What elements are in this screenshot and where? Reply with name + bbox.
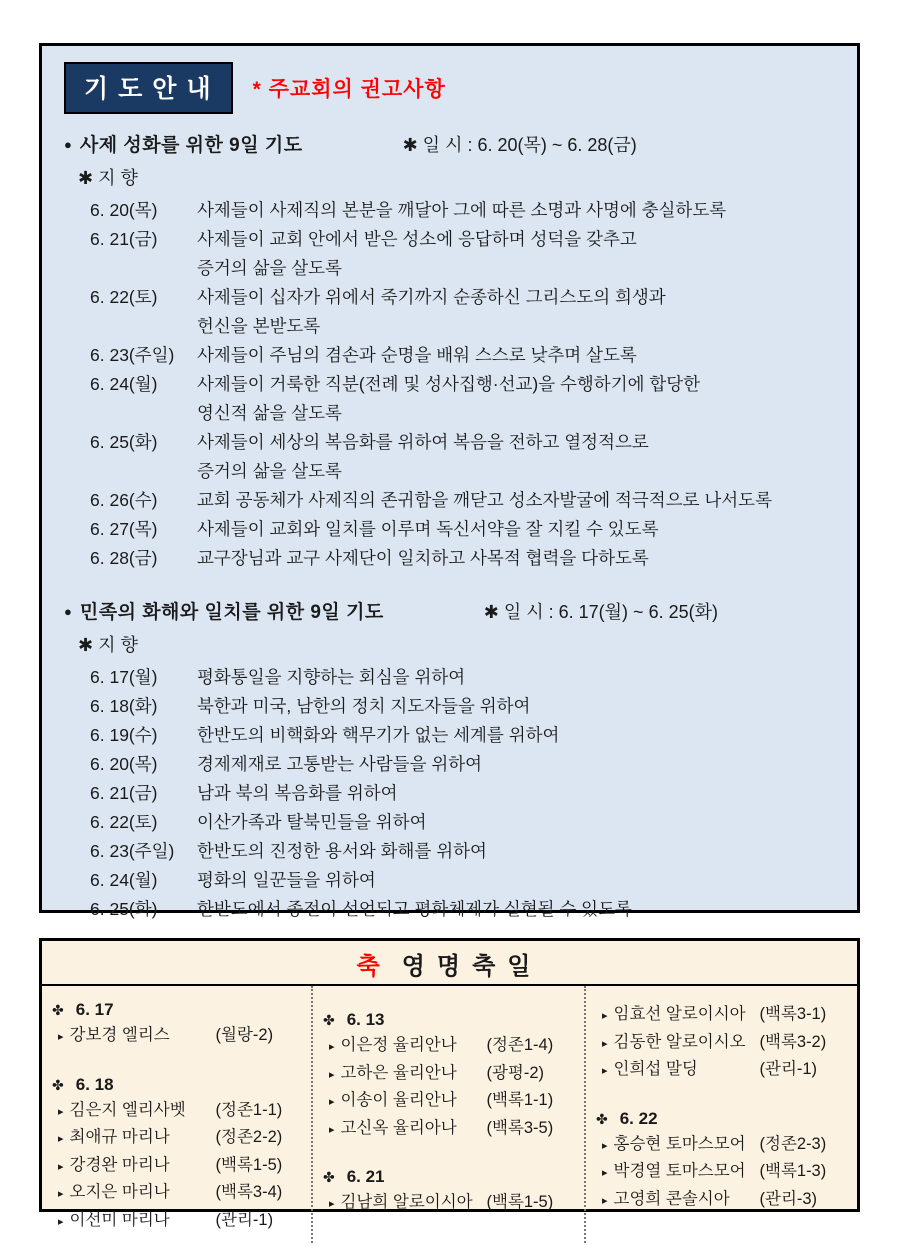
prayer-section-title: 사제 성화를 위한 9일 기도 — [79, 135, 303, 156]
prayer-section — [64, 597, 841, 924]
feast-entry-name: 고영희 콘솔시아 — [613, 1189, 730, 1208]
feast-entry-group: (백록3-2) — [759, 1032, 827, 1051]
feast-entry-group: (정존2-2) — [215, 1128, 283, 1146]
prayer-item-line: 사제들이 교회와 일치를 이루며 독신서약을 잘 지킬 수 있도록 — [197, 519, 659, 539]
prayer-item — [90, 750, 841, 779]
prayer-item-text — [197, 721, 841, 750]
prayer-item-date: 6. 26(수) — [90, 490, 158, 510]
feast-column — [584, 986, 857, 1243]
feast-entry — [58, 1153, 305, 1181]
triangle-icon: ▸ — [58, 1133, 64, 1145]
feast-entry-group: (백록1-5) — [486, 1193, 554, 1211]
prayer-item — [90, 895, 841, 924]
prayer-item-date: 6. 24(월) — [90, 374, 158, 394]
prayer-item-line: 사제들이 거룩한 직분(전례 및 성사집행·선교)을 수행하기에 합당한 — [197, 374, 701, 394]
feast-entry — [329, 1190, 578, 1218]
triangle-icon: ▸ — [328, 1041, 335, 1053]
prayer-item — [90, 428, 841, 486]
prayer-item-line: 교회 공동체가 사제직의 존귀함을 깨닫고 성소자발굴에 적극적으로 나서도록 — [197, 490, 772, 510]
feast-title-text: 영명축일 — [401, 953, 543, 980]
feast-entry-group: (월랑-2) — [215, 1026, 274, 1044]
prayer-sections — [64, 130, 841, 924]
prayer-item-line: 한반도의 진정한 용서와 화해를 위하여 — [197, 841, 487, 861]
feast-entry — [602, 1030, 851, 1058]
prayer-item — [90, 663, 841, 692]
prayer-item — [90, 370, 841, 428]
prayer-item-date: 6. 25(화) — [90, 432, 158, 452]
feast-columns — [42, 986, 857, 1243]
feast-date-text: 6. 13 — [346, 1010, 385, 1029]
feast-entry-name: 임효선 알로이시아 — [613, 1005, 746, 1023]
prayer-item — [90, 692, 841, 721]
feast-entry-name: 인희섭 말딩 — [613, 1060, 698, 1078]
prayer-item-text — [197, 225, 841, 283]
feast-entry-name: 김남희 알로이시아 — [340, 1193, 473, 1211]
feast-entry-group: (백록1-1) — [486, 1091, 554, 1109]
prayer-item-text — [197, 370, 841, 428]
feast-date-text: 6. 17 — [75, 1000, 114, 1019]
prayer-item-text — [197, 808, 841, 837]
prayer-item-text — [197, 515, 841, 544]
feast-group — [596, 1106, 851, 1215]
feast-entry-group: (정존1-1) — [215, 1100, 283, 1119]
prayer-item-text — [197, 196, 841, 225]
prayer-section-heading — [64, 597, 841, 629]
diamond-icon: ✤ — [595, 1110, 608, 1127]
feast-entry-group: (정존2-3) — [759, 1134, 827, 1153]
feast-group — [52, 997, 305, 1051]
prayer-item-line: 평화의 일꾼들을 위하여 — [197, 870, 376, 890]
prayer-item-text — [197, 428, 841, 486]
triangle-icon: ▸ — [328, 1123, 335, 1136]
prayer-item — [90, 225, 841, 283]
feast-entry-group: (백록3-5) — [486, 1118, 554, 1137]
prayer-item — [90, 808, 841, 837]
feast-entry-name: 강경완 마리나 — [69, 1155, 170, 1174]
feast-date-text: 6. 21 — [346, 1167, 385, 1186]
bullet-icon: ● — [64, 604, 72, 619]
triangle-icon: ▸ — [58, 1215, 64, 1228]
feast-group-date — [52, 1072, 305, 1098]
triangle-icon: ▸ — [58, 1031, 64, 1043]
feast-entry-group: (백록1-5) — [215, 1155, 283, 1174]
prayer-item — [90, 486, 841, 515]
prayer-guide-header — [64, 62, 841, 114]
prayer-item-text — [197, 283, 841, 341]
prayer-item-line: 평화통일을 지향하는 회심을 위하여 — [197, 667, 466, 687]
feast-entry — [58, 1180, 305, 1208]
feast-entry — [602, 1187, 851, 1215]
feast-entry-name: 이은정 율리안나 — [340, 1036, 457, 1054]
prayer-item-text — [197, 895, 841, 924]
bishops-conference-note: * 주교회의 권고사항 — [252, 78, 446, 101]
prayer-item-line: 사제들이 세상의 복음화를 위하여 복음을 전하고 열정적으로 — [197, 432, 649, 452]
feast-column — [311, 986, 584, 1243]
prayer-item-date: 6. 27(목) — [90, 519, 158, 539]
triangle-icon: ▸ — [58, 1105, 64, 1118]
prayer-item-text — [197, 663, 841, 692]
prayer-item-line: 한반도의 비핵화와 핵무기가 없는 세계를 위하여 — [197, 725, 560, 745]
prayer-section-dates: ✱ 일 시 : 6. 17(월) ~ 6. 25(화) — [483, 602, 718, 622]
prayer-item — [90, 837, 841, 866]
prayer-section-title: 민족의 화해와 일치를 위한 9일 기도 — [79, 602, 384, 623]
prayer-item-text — [197, 486, 841, 515]
feast-entry-name: 이선미 마리나 — [69, 1210, 170, 1229]
feast-group — [323, 1007, 578, 1143]
prayer-item-text — [197, 692, 841, 721]
prayer-section-heading — [64, 130, 841, 162]
prayer-item-line: 교구장님과 교구 사제단이 일치하고 사목적 협력을 다하도록 — [197, 548, 649, 568]
prayer-item-line: 한반도에서 종전이 선언되고 평화체제가 실현될 수 있도록 — [197, 899, 632, 919]
prayer-section — [64, 130, 841, 573]
feast-column — [42, 986, 311, 1243]
prayer-item-line: 증거의 삶을 살도록 — [197, 461, 342, 481]
intention-label: ✱ 지 향 — [78, 635, 138, 655]
bullet-icon: ● — [64, 137, 72, 152]
prayer-guide-box — [39, 43, 860, 919]
diamond-icon: ✤ — [52, 1076, 64, 1093]
prayer-item — [90, 721, 841, 750]
feast-group-date — [52, 997, 305, 1023]
prayer-item — [90, 866, 841, 895]
intention-label: ✱ 지 향 — [78, 168, 138, 188]
prayer-item-line: 사제들이 교회 안에서 받은 성소에 응답하며 성덕을 갖추고 — [197, 229, 637, 249]
feast-date-text: 6. 22 — [619, 1108, 658, 1128]
triangle-icon: ▸ — [601, 1167, 608, 1179]
feast-entry — [602, 1002, 851, 1030]
prayer-item-date: 6. 17(월) — [90, 667, 158, 687]
prayer-item-text — [197, 750, 841, 779]
feast-entry-name: 고신옥 율리아나 — [340, 1118, 457, 1137]
triangle-icon: ▸ — [328, 1096, 335, 1108]
feast-entry-group: (백록3-4) — [215, 1183, 283, 1201]
prayer-item-line: 사제들이 사제직의 본분을 깨달아 그에 따른 소명과 사명에 충실하도록 — [197, 200, 727, 220]
prayer-item — [90, 341, 841, 370]
prayer-item-text — [197, 544, 841, 573]
triangle-icon: ▸ — [328, 1198, 335, 1210]
prayer-item-date: 6. 24(월) — [90, 870, 158, 890]
feast-entry — [58, 1023, 305, 1051]
feast-title-prefix: 축 — [356, 953, 392, 980]
diamond-icon: ✤ — [322, 1012, 335, 1028]
feast-days-title — [42, 941, 857, 986]
feast-entry — [58, 1098, 305, 1126]
feast-entry — [329, 1116, 578, 1144]
feast-entry-name: 홍승현 토마스모어 — [613, 1134, 746, 1153]
diamond-icon: ✤ — [322, 1169, 335, 1185]
feast-entry — [58, 1208, 305, 1236]
prayer-item-date: 6. 21(금) — [90, 783, 158, 803]
prayer-item — [90, 779, 841, 808]
feast-group — [323, 1164, 578, 1218]
feast-group-date — [596, 1106, 851, 1132]
prayer-item-text — [197, 341, 841, 370]
triangle-icon: ▸ — [58, 1160, 64, 1173]
feast-days-box — [39, 938, 860, 1229]
feast-entry-group: (관리-1) — [759, 1060, 818, 1078]
prayer-item-line: 영신적 삶을 살도록 — [197, 403, 342, 423]
feast-group-date — [323, 1164, 578, 1190]
prayer-item-date: 6. 28(금) — [90, 548, 158, 568]
feast-entry — [329, 1033, 578, 1061]
prayer-item-date: 6. 25(화) — [90, 899, 158, 919]
triangle-icon: ▸ — [601, 1010, 608, 1022]
prayer-item — [90, 515, 841, 544]
prayer-item-line: 경제제재로 고통받는 사람들을 위하여 — [197, 754, 483, 774]
feast-entry-name: 김은지 엘리사벳 — [69, 1100, 186, 1119]
diamond-icon: ✤ — [52, 1002, 64, 1018]
feast-entry-name: 오지은 마리나 — [69, 1183, 170, 1201]
prayer-guide-title-chip: 기도안내 — [64, 62, 233, 114]
feast-group-date — [323, 1007, 578, 1033]
prayer-item-line: 이산가족과 탈북민들을 위하여 — [197, 812, 427, 832]
feast-entry-name: 김동한 알로이시오 — [613, 1032, 746, 1051]
feast-entry — [329, 1061, 578, 1089]
prayer-item-line: 사제들이 십자가 위에서 죽기까지 순종하신 그리스도의 희생과 — [197, 287, 666, 307]
prayer-item-date: 6. 20(목) — [90, 754, 158, 774]
feast-entry-name: 박경열 토마스모어 — [613, 1162, 746, 1180]
feast-entry-group: (백록3-1) — [759, 1005, 827, 1023]
prayer-section-dates: ✱ 일 시 : 6. 20(목) ~ 6. 28(금) — [402, 135, 637, 155]
feast-entry — [602, 1159, 851, 1187]
prayer-item — [90, 283, 841, 341]
feast-entry-name: 이송이 율리안나 — [340, 1091, 457, 1109]
triangle-icon: ▸ — [601, 1194, 608, 1207]
feast-entry-group: (관리-1) — [215, 1210, 274, 1229]
feast-entry — [58, 1125, 305, 1153]
triangle-icon: ▸ — [58, 1188, 64, 1200]
triangle-icon: ▸ — [601, 1037, 608, 1050]
prayer-item-date: 6. 20(목) — [90, 200, 158, 220]
prayer-item-date: 6. 19(수) — [90, 725, 158, 745]
prayer-item-line: 북한과 미국, 남한의 정치 지도자들을 위하여 — [197, 696, 531, 716]
feast-entry-group: (관리-3) — [759, 1189, 818, 1208]
feast-entry-group: (정존1-4) — [486, 1036, 554, 1054]
feast-entry-name: 최애규 마리나 — [69, 1128, 170, 1146]
prayer-item-date: 6. 21(금) — [90, 229, 158, 249]
feast-group — [596, 1002, 851, 1085]
feast-entry-name: 고하은 율리안나 — [340, 1063, 457, 1082]
prayer-item-text — [197, 837, 841, 866]
prayer-item-line: 남과 북의 복음화를 위하여 — [197, 783, 398, 803]
triangle-icon: ▸ — [601, 1065, 608, 1077]
prayer-item-date: 6. 18(화) — [90, 696, 158, 716]
prayer-item-date: 6. 22(토) — [90, 812, 158, 832]
prayer-item — [90, 196, 841, 225]
prayer-item-date: 6. 23(주일) — [90, 345, 175, 365]
prayer-item — [90, 544, 841, 573]
feast-group — [52, 1072, 305, 1236]
feast-entry-group: (백록1-3) — [759, 1162, 827, 1180]
feast-entry — [329, 1088, 578, 1116]
prayer-item-line: 헌신을 본받도록 — [197, 316, 321, 336]
prayer-item-text — [197, 779, 841, 808]
triangle-icon: ▸ — [601, 1139, 608, 1152]
prayer-item-line: 증거의 삶을 살도록 — [197, 258, 342, 278]
feast-entry-group: (광평-2) — [486, 1063, 545, 1082]
prayer-item-text — [197, 866, 841, 895]
feast-entry-name: 강보경 엘리스 — [69, 1026, 170, 1044]
feast-entry — [602, 1057, 851, 1085]
prayer-item-date: 6. 23(주일) — [90, 841, 175, 861]
feast-entry — [602, 1132, 851, 1160]
feast-date-text: 6. 18 — [75, 1074, 114, 1094]
prayer-item-line: 사제들이 주님의 겸손과 순명을 배워 스스로 낮추며 살도록 — [197, 345, 637, 365]
prayer-item-date: 6. 22(토) — [90, 287, 158, 307]
triangle-icon: ▸ — [328, 1068, 335, 1081]
